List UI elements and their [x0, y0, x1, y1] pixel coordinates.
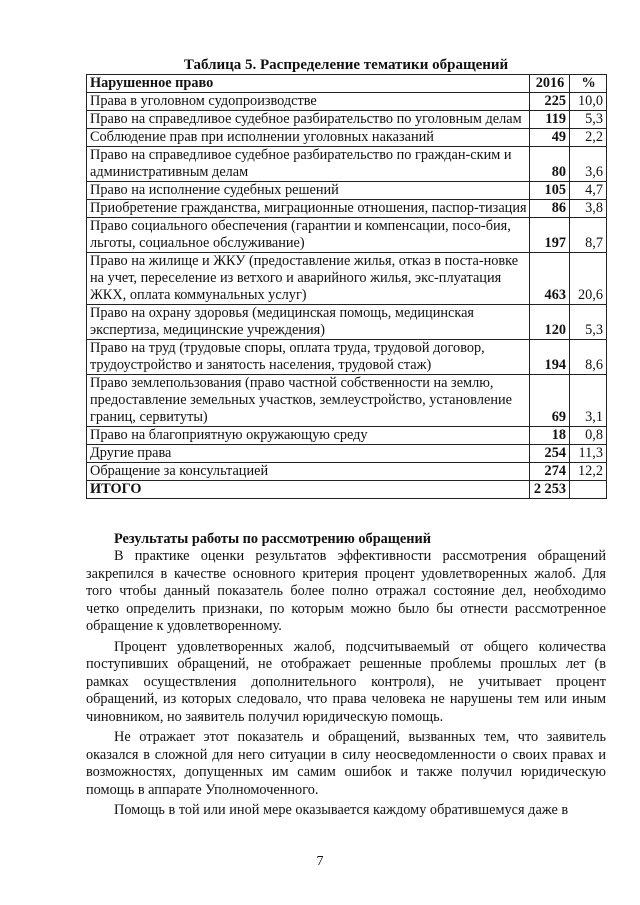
cell-percent: 5,3 — [570, 305, 607, 340]
cell-right: Права в уголовном судопроизводстве — [87, 93, 530, 111]
table-caption: Таблица 5. Распределение тематики обращений — [183, 57, 509, 73]
paragraph: Процент удовлетворенных жалоб, подсчитываемый от общего количества поступивших обращений, не отображает решенные проблемы прошлых лет (в рамках осуществления дополнительного контроля), не учитывает процент обращений, из которых следовало, что права человека не нарушены тем или иным чиновником, но заявитель получил юридическую помощь. — [86, 638, 606, 725]
cell-value: 225 — [530, 93, 570, 111]
cell-right: Обращение за консультацией — [87, 463, 530, 481]
section-text — [86, 531, 606, 820]
total-label: ИТОГО — [87, 481, 530, 499]
cell-right: Право на жилище и ЖКУ (предоставление жилья, отказ в поста-новке на учет, переселение из ветхого и аварийного жилья, экс-плуатация ЖКХ, оплата коммунальных услуг) — [87, 253, 530, 305]
cell-percent: 12,2 — [570, 463, 607, 481]
cell-percent: 8,6 — [570, 340, 607, 375]
page-number: 7 — [316, 854, 324, 869]
cell-value: 86 — [530, 200, 570, 218]
cell-value: 254 — [530, 445, 570, 463]
total-percent — [570, 481, 607, 499]
cell-value: 119 — [530, 111, 570, 129]
cell-value: 463 — [530, 253, 570, 305]
header-year: 2016 — [530, 75, 570, 93]
cell-value: 120 — [530, 305, 570, 340]
cell-right: Приобретение гражданства, миграционные отношения, паспор-тизация — [87, 200, 530, 218]
cell-percent: 3,8 — [570, 200, 607, 218]
cell-percent: 5,3 — [570, 111, 607, 129]
cell-value: 49 — [530, 129, 570, 147]
table-total-row — [87, 481, 607, 499]
table-row — [87, 305, 607, 340]
cell-percent: 0,8 — [570, 427, 607, 445]
header-percent: % — [570, 75, 607, 93]
table-row — [87, 340, 607, 375]
table-row — [87, 182, 607, 200]
cell-value: 80 — [530, 147, 570, 182]
table-row — [87, 111, 607, 129]
table-header-row — [87, 75, 607, 93]
table-row — [87, 463, 607, 481]
cell-value: 105 — [530, 182, 570, 200]
cell-right: Право социального обеспечения (гарантии и компенсации, посо-бия, льготы, социальное обслуживание) — [87, 218, 530, 253]
table-row — [87, 200, 607, 218]
table-row — [87, 427, 607, 445]
cell-right: Право землепользования (право частной собственности на землю, предоставление земельных участков, землеустройство, установление границ, сервитуты) — [87, 375, 530, 427]
cell-percent: 11,3 — [570, 445, 607, 463]
table-row — [87, 253, 607, 305]
cell-percent: 3,6 — [570, 147, 607, 182]
paragraph: Не отражает этот показатель и обращений, вызванных тем, что заявитель оказался в сложной для него ситуации в силу неосведомленности о своих правах и возможностях, допущенных им самим ошибок и также получил юридическую помощь в аппарате Уполномоченного. — [86, 729, 606, 798]
cell-percent: 10,0 — [570, 93, 607, 111]
cell-value: 274 — [530, 463, 570, 481]
cell-percent: 4,7 — [570, 182, 607, 200]
paragraph: В практике оценки результатов эффективности рассмотрения обращений закрепился в качестве основного критерия процент удовлетворенных жалоб. Для того чтобы данный показатель более полно отражал состояние дел, необходимо четко определить признаки, по которым можно было бы отнести рассмотренное обращение к удовлетворенному. — [86, 548, 606, 634]
cell-right: Право на благоприятную окружающую среду — [87, 427, 530, 445]
cell-right: Право на справедливое судебное разбирательство по граждан-ским и административным делам — [87, 147, 530, 182]
cell-value: 197 — [530, 218, 570, 253]
cell-right: Право на исполнение судебных решений — [87, 182, 530, 200]
cell-percent: 2,2 — [570, 129, 607, 147]
table-row — [87, 147, 607, 182]
cell-right: Другие права — [87, 445, 530, 463]
cell-value: 194 — [530, 340, 570, 375]
table-row — [87, 129, 607, 147]
cell-percent: 20,6 — [570, 253, 607, 305]
cell-percent: 8,7 — [570, 218, 607, 253]
cell-percent: 3,1 — [570, 375, 607, 427]
cell-right: Соблюдение прав при исполнении уголовных наказаний — [87, 129, 530, 147]
table-row — [87, 445, 607, 463]
cell-value: 18 — [530, 427, 570, 445]
table-row — [87, 375, 607, 427]
section-heading: Результаты работы по рассмотрению обращений — [114, 531, 431, 547]
paragraph: Помощь в той или иной мере оказывается каждому обратившемуся даже в — [114, 802, 569, 818]
header-right: Нарушенное право — [87, 75, 530, 93]
cell-right: Право на охрану здоровья (медицинская помощь, медицинская экспертиза, медицинские учреждения) — [87, 305, 530, 340]
total-value: 2 253 — [530, 481, 570, 499]
table-row — [87, 93, 607, 111]
cell-right: Право на труд (трудовые споры, оплата труда, трудовой договор, трудоустройство и занятость населения, трудовой стаж) — [87, 340, 530, 375]
topics-table — [86, 74, 607, 499]
table-row — [87, 218, 607, 253]
cell-right: Право на справедливое судебное разбирательство по уголовным делам — [87, 111, 530, 129]
cell-value: 69 — [530, 375, 570, 427]
